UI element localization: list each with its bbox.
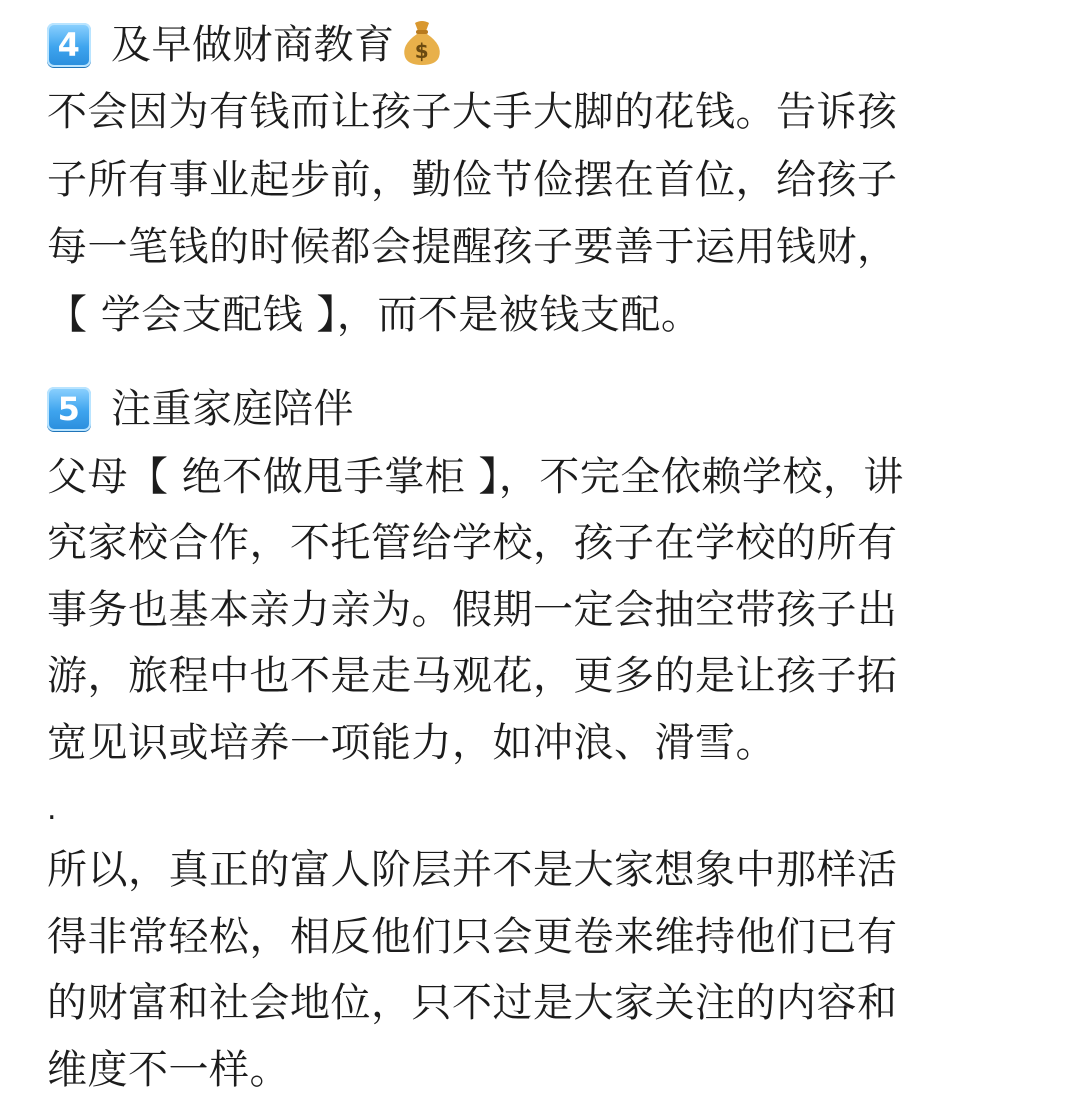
section-5-line-5: 宽见识或培养一项能力，如冲浪、滑雪。 [47, 720, 776, 766]
section-5-line-1: 父母【 绝不做甩手掌柜 】，不完全依赖学校，讲 [47, 454, 904, 500]
conclusion-line-4: 维度不一样。 [47, 1047, 290, 1093]
section-5-heading [47, 384, 354, 434]
svg-text:$: $ [414, 39, 429, 63]
keycap-5-icon: 5 [47, 387, 91, 431]
section-4-line-1: 不会因为有钱而让孩子大手大脚的花钱。告诉孩 [47, 89, 898, 135]
conclusion-line-3: 的财富和社会地位，只不过是大家关注的内容和 [47, 980, 898, 1026]
section-5-line-2: 究家校合作，不托管给学校，孩子在学校的所有 [47, 520, 898, 566]
section-5-line-3: 事务也基本亲力亲为。假期一定会抽空带孩子出 [47, 587, 898, 633]
separator-dot: . [47, 792, 57, 827]
keycap-4-icon: 4 [47, 23, 91, 67]
conclusion-line-1: 所以，真正的富人阶层并不是大家想象中那样活 [47, 847, 898, 893]
section-4-heading [47, 20, 445, 70]
conclusion-line-2: 得非常轻松，相反他们只会更卷来维持他们已有 [47, 914, 898, 960]
money-bag-icon [399, 19, 445, 67]
section-5-line-4: 游，旅程中也不是走马观花，更多的是让孩子拓 [47, 653, 898, 699]
section-5-title: 注重家庭陪伴 [111, 386, 354, 432]
section-4-title: 及早做财商教育 [111, 22, 395, 68]
section-4-line-2: 子所有事业起步前，勤俭节俭摆在首位，给孩子 [47, 157, 898, 203]
section-4-line-3: 每一笔钱的时候都会提醒孩子要善于运用钱财， [47, 224, 898, 270]
section-4-line-4: 【 学会支配钱 】，而不是被钱支配。 [47, 292, 702, 338]
